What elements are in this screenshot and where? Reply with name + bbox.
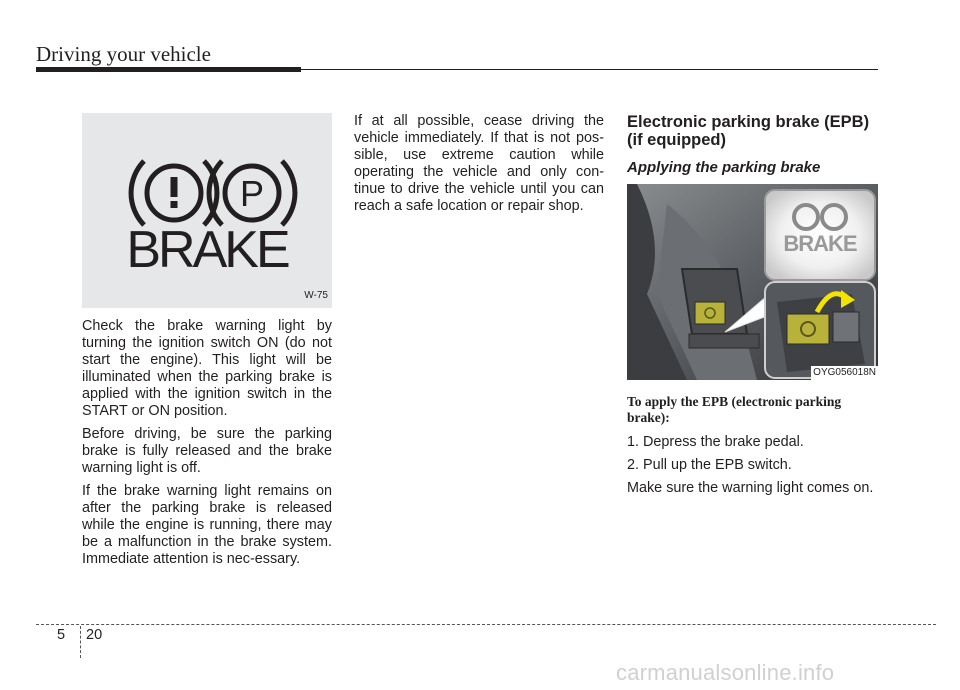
column-1 (82, 113, 332, 574)
subsection-title: Applying the parking brake (627, 159, 821, 176)
section-title: Electronic parking brake (EPB) (if equipped) (627, 113, 870, 149)
figure-caption: To apply the EPB (electronic parking brake): (627, 394, 842, 425)
svg-text:P: P (239, 173, 265, 214)
chapter-number: 5 (57, 627, 66, 643)
brake-warning-light-icon (82, 113, 332, 308)
epb-switch-photo (627, 184, 878, 380)
brake-label: BRAKE (126, 221, 288, 279)
step-item: 1. Depress the brake pedal. (627, 434, 804, 450)
footer-rule (36, 624, 936, 625)
figure-code: W-75 (304, 290, 328, 301)
column-3 (627, 113, 878, 503)
paragraph: If the brake warning light remains on after the parking brake is released while the engine is running, there may be a malfunction in the brake system. Immediate attention is nec-essary. (82, 483, 332, 567)
header-bar (36, 67, 301, 72)
watermark: carmanualsonline.info (616, 660, 835, 685)
step-item: 2. Pull up the EPB switch. (627, 457, 792, 473)
paragraph: Before driving, be sure the parking brake is fully released and the brake warning light is off. (82, 426, 332, 476)
paragraph: Check the brake warning light by turning the ignition switch ON (do not start the engine). This light will be illuminated when the parking brake is applied with the ignition switch in the START or ON position. (82, 318, 332, 419)
epb-brake-label: BRAKE (783, 231, 857, 256)
note-text: Make sure the warning light comes on. (627, 480, 874, 496)
page-number: 20 (86, 627, 103, 643)
figure-code: OYG056018N (813, 367, 876, 378)
footer-divider (80, 626, 81, 658)
column-2 (354, 113, 604, 221)
epb-switch-figure (627, 184, 878, 380)
paragraph: If at all possible, cease driving the vehicle immediately. If that is not pos-sible, use extreme caution while operating the vehicle and only con-tinue to drive the vehicle until you can reach a safe location or repair shop. (354, 113, 604, 214)
brake-warning-figure (82, 113, 332, 308)
header-rule (301, 69, 878, 70)
page-header-title: Driving your vehicle (36, 42, 211, 66)
